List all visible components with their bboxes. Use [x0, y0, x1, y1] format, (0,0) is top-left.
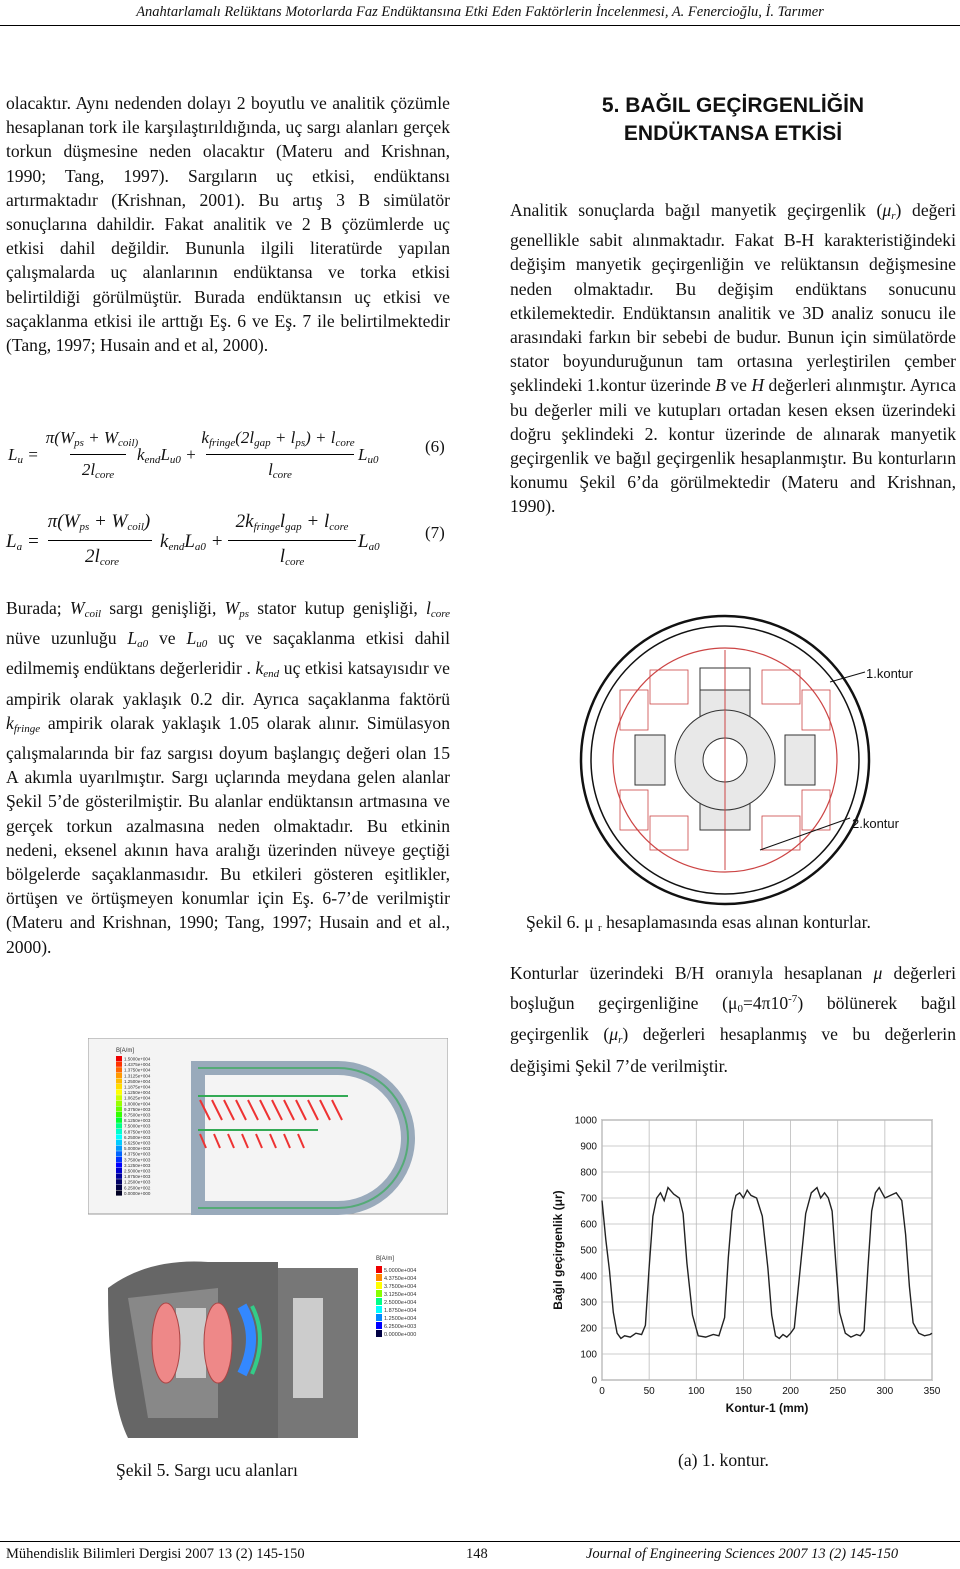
legend-1-entry: 1.8750e+003 — [124, 1174, 151, 1180]
y-tick-label: 0 — [591, 1375, 597, 1387]
y-tick-label: 600 — [580, 1219, 597, 1231]
legend-1-entry: 1.4375e+004 — [124, 1062, 151, 1068]
legend-2-entry: 1.8750e+004 — [384, 1308, 417, 1314]
figure-5-legend-2-title: B[A/m] — [376, 1256, 395, 1262]
legend-1-swatch — [116, 1134, 122, 1139]
x-tick-label: 200 — [782, 1386, 799, 1397]
section-title-line-2: ENDÜKTANSA ETKİSİ — [623, 122, 843, 145]
y-tick-label: 100 — [580, 1349, 597, 1361]
section-title — [510, 92, 956, 148]
legend-1-swatch — [116, 1067, 122, 1072]
legend-2-swatch — [376, 1282, 382, 1289]
figure-6-contours — [560, 610, 940, 910]
y-tick-label: 300 — [580, 1297, 597, 1309]
legend-1-entry: 6.2500e+003 — [124, 1134, 151, 1140]
legend-1-entry: 1.0625e+004 — [124, 1095, 151, 1101]
legend-1-swatch — [116, 1151, 122, 1156]
figure-5-legend-1-title: B[A/m] — [116, 1048, 135, 1054]
x-tick-label: 100 — [687, 1386, 705, 1397]
legend-1-swatch — [116, 1056, 122, 1061]
y-tick-label: 800 — [580, 1167, 597, 1179]
legend-1-swatch — [116, 1162, 122, 1167]
figure-6-caption: Şekil 6. μ $_r$ hesaplamasında esas alınan konturlar. — [526, 912, 871, 934]
figure-6-label-1: 1.kontur — [866, 666, 913, 681]
legend-1-swatch — [116, 1118, 122, 1123]
legend-1-swatch — [116, 1179, 122, 1184]
left-paragraph-1: olacaktır. Aynı nedenden dolayı 2 boyutlu ve analitik çözümle hesaplanan tork ile karşılaştırıldığında, uç sargı alanları gerçek torkun düşmesine neden olacaktır (Materu and Krishnan, 1990; Tang, 1997). Sargıların uç etkisi, endüktansı artırmaktadır (Krishnan, 2001). Bu artış 3 B simülatör sonuçlarına dahildir. Fakat analitik ve 2 B çözümlerde uç etkisi dahil değildir. Bununla ilgili literatürde yapılan çalışmalarda uç alanlarının endüktansa ve torka etkisi belirtildiği görülmüştür. Burada endüktansın uç etkisi ve saçaklanma etkisi ile arttığı Eş. 6 ve Eş. 7 ile belirtilmektedir (Tang, 1997; Husain and et al, 2000). — [6, 93, 450, 356]
figure-7-chart — [540, 1100, 950, 1450]
legend-2-entry: 2.5000e+004 — [384, 1300, 417, 1306]
legend-2-swatch — [376, 1314, 382, 1321]
right-paragraph-1: Analitik sonuçlarda bağıl manyetik geçirgenlik $(\mu_r)$ değeri genellikle sabit alınmaktadır. Fakat B-H karakteristiğindeki değişim manyetik geçirgenliğin ve relüktansın değişmesine neden olmaktadır. Bu değişim endüktans sonucunu etkilemektedir. Endüktansın analitik ve 3D analiz sonucu ile arasındaki farkın bir sebebi de budur. Bunun için simülatörde stator boyunduruğunun tam ortasına yerleştirilen çember şeklindeki 1.kontur üzerinde B ve H değerleri alınmıştır. Ayrıca bu değerler mili ve kutupları ortadan kesen eksen üzerindeki doğru şeklindeki 2. kontur üzerinde de alınarak manyetik geçirgenlik ve bağıl geçirgenlik hesaplanmıştır. Bu konturların konumu Şekil 6’da görülmektedir (Materu and Krishnan, 1990). — [510, 200, 956, 517]
section-title-line-1: 5. BAĞIL GEÇİRGENLİĞİN — [601, 94, 865, 117]
legend-2-entry: 3.7500e+004 — [384, 1284, 417, 1290]
legend-1-swatch — [116, 1157, 122, 1162]
legend-1-entry: 1.3750e+004 — [124, 1067, 151, 1073]
legend-2-entry: 1.2500e+004 — [384, 1316, 417, 1322]
legend-1-entry: 1.1875e+004 — [124, 1084, 151, 1090]
legend-2-entry: 5.0000e+004 — [384, 1268, 417, 1274]
legend-1-swatch — [116, 1101, 122, 1106]
legend-1-swatch — [116, 1190, 122, 1195]
x-tick-label: 250 — [829, 1386, 847, 1397]
legend-1-entry: 1.1250e+004 — [124, 1090, 151, 1096]
equation-6-number: (6) — [425, 437, 445, 456]
legend-1-entry: 1.2500e+004 — [124, 1078, 151, 1084]
legend-1-entry: 3.7500e+003 — [124, 1157, 151, 1163]
legend-2-entry: 0.0000e+000 — [384, 1332, 417, 1338]
legend-2-entry: 6.2500e+003 — [384, 1324, 417, 1330]
y-tick-label: 1000 — [574, 1115, 597, 1127]
x-tick-label: 350 — [923, 1386, 941, 1397]
legend-1-swatch — [116, 1123, 122, 1128]
legend-1-entry: 7.5000e+003 — [124, 1123, 151, 1129]
y-tick-label: 200 — [580, 1323, 597, 1335]
legend-1-swatch — [116, 1112, 122, 1117]
equation-7-number: (7) — [425, 523, 445, 542]
legend-1-swatch — [116, 1129, 122, 1134]
legend-1-entry: 1.0000e+004 — [124, 1101, 151, 1107]
legend-2-swatch — [376, 1274, 382, 1281]
legend-1-swatch — [116, 1062, 122, 1067]
legend-2-swatch — [376, 1306, 382, 1313]
x-tick-label: 300 — [876, 1386, 894, 1397]
y-tick-label: 400 — [580, 1271, 597, 1283]
footer-page-number: 148 — [466, 1546, 488, 1562]
x-tick-label: 0 — [599, 1386, 605, 1397]
legend-1-entry: 8.1250e+003 — [124, 1118, 151, 1124]
legend-1-swatch — [116, 1073, 122, 1078]
legend-1-swatch — [116, 1084, 122, 1089]
legend-1-swatch — [116, 1185, 122, 1190]
figure-5-field-plot — [88, 1038, 448, 1450]
x-tick-label: 150 — [735, 1386, 752, 1397]
footer-journal-tr: Mühendislik Bilimleri Dergisi 2007 13 (2) 145-150 — [6, 1546, 305, 1562]
legend-1-entry: 1.2500e+003 — [124, 1179, 151, 1185]
x-tick-label: 50 — [643, 1386, 655, 1397]
x-axis-label: Kontur-1 (mm) — [725, 1401, 809, 1415]
legend-2-swatch — [376, 1322, 382, 1329]
figure-5-legend-1 — [116, 1048, 151, 1196]
footer-journal-en: Journal of Engineering Sciences 2007 13 (2) 145-150 — [586, 1546, 899, 1562]
legend-2-swatch — [376, 1266, 382, 1273]
footer-rule — [0, 1541, 960, 1542]
legend-1-swatch — [116, 1106, 122, 1111]
legend-1-entry: 1.5000e+004 — [124, 1056, 151, 1062]
legend-1-entry: 6.2500e+002 — [124, 1185, 151, 1191]
legend-1-swatch — [116, 1090, 122, 1095]
legend-2-entry: 4.3750e+004 — [384, 1276, 417, 1282]
legend-1-entry: 5.0000e+003 — [124, 1146, 151, 1152]
figure-7-caption: (a) 1. kontur. — [678, 1450, 769, 1470]
legend-2-swatch — [376, 1298, 382, 1305]
legend-2-swatch — [376, 1290, 382, 1297]
header-rule — [0, 25, 960, 26]
right-paragraph-2: Konturlar üzerindeki B/H oranıyla hesaplanan μ değerleri boşluğun geçirgenliğine $(\mu_0=4\pi 10^{-7})$ bölünerek bağıl geçirgenlik $(\mu_r)$ değerleri hesaplanmış ve bu değerlerin değişimi Şekil 7’de verilmiştir. — [510, 963, 956, 1076]
legend-1-entry: 0.0000e+000 — [124, 1190, 151, 1196]
legend-1-swatch — [116, 1095, 122, 1100]
figure-6-label-2: 2.kontur — [852, 816, 899, 831]
y-tick-label: 500 — [580, 1245, 597, 1257]
legend-1-swatch — [116, 1174, 122, 1179]
y-tick-label: 900 — [580, 1141, 597, 1153]
legend-1-entry: 8.7500e+003 — [124, 1112, 151, 1118]
legend-1-entry: 5.6250e+003 — [124, 1140, 151, 1146]
legend-1-swatch — [116, 1146, 122, 1151]
legend-1-entry: 4.3750e+003 — [124, 1151, 151, 1157]
legend-1-entry: 3.1250e+003 — [124, 1162, 151, 1168]
legend-1-entry: 6.8750e+003 — [124, 1129, 151, 1135]
legend-1-entry: 2.5000e+003 — [124, 1168, 151, 1174]
figure-5-caption: Şekil 5. Sargı ucu alanları — [116, 1460, 298, 1480]
legend-1-swatch — [116, 1140, 122, 1145]
y-tick-label: 700 — [580, 1193, 597, 1205]
legend-1-entry: 9.3750e+003 — [124, 1106, 151, 1112]
legend-2-entry: 3.1250e+004 — [384, 1292, 417, 1298]
legend-1-swatch — [116, 1078, 122, 1083]
left-paragraph-2: Burada; $W_{coil}$ sargı genişliği, $W_{ps}$ stator kutup genişliği, $l_{core}$ nüve uzunluğu $L_{a0}$ ve $L_{u0}$ uç ve saçaklanma etkisi dahil edilmemiş endüktans değerleridir . $k_{end}$ uç etkisi katsayısıdır ve ampirik olarak yaklaşık 0.2 dir. Ayrıca saçaklanma faktörü $k_{fringe}$ ampirik olarak yaklaşık 1.05 olarak alınır. Simülasyon çalışmalarında bir faz sargısı doyum başlangıç değeri olan 15 A akımla uyarılmıştır. Sargı uçlarında meydana gelen alanlar Şekil 5’de gösterilmiştir. Bu alanlar endüktansın artmasına ve gerçek torkun azalmasına neden olmaktadır. Bu etkinin nedeni, eksenel akının hava aralığı üzerinden nüveye geçtiği bölgelerde saçaklanmasıdır. Bu etkileri gösteren eşitlikler, örtüşen ve örtüşmeyen konumlar için Eş. 6-7’de verilmiştir (Materu and Krishnan, 1990; Tang, 1997; Husain and et al., 2000). — [6, 598, 451, 957]
legend-2-swatch — [376, 1330, 382, 1337]
legend-1-swatch — [116, 1168, 122, 1173]
legend-1-entry: 1.3125e+004 — [124, 1073, 151, 1079]
y-axis-label: Bağıl geçirgenlik (μr) — [551, 1190, 565, 1310]
running-header: Anahtarlamalı Relüktans Motorlarda Faz Endüktansına Etki Eden Faktörlerin İncelenmesi, A. Fenercioğlu, İ. Tarımer — [136, 4, 824, 20]
